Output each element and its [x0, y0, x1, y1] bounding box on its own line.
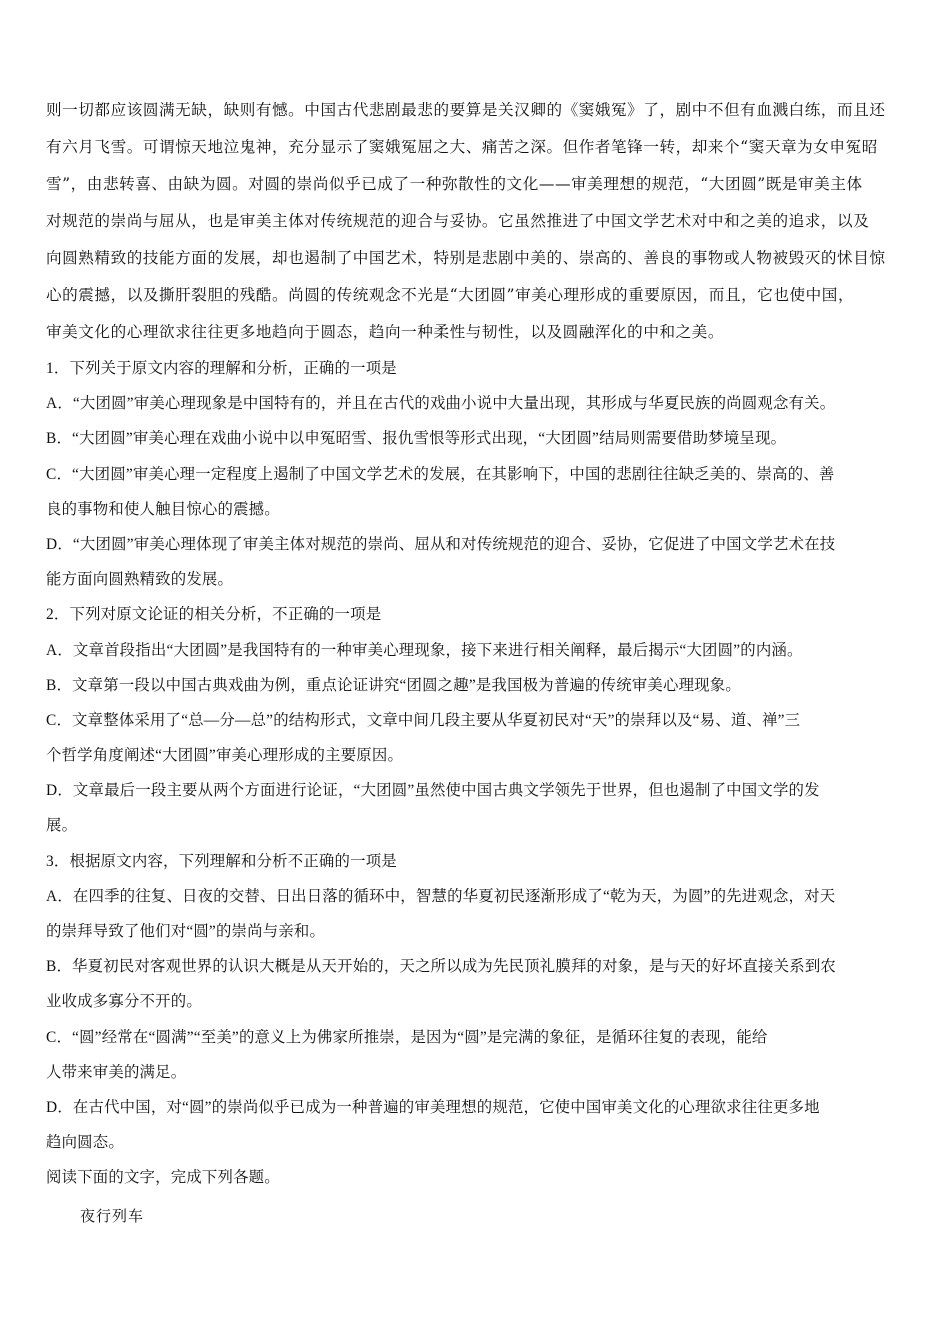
text-line: D．在古代中国，对“圆”的崇尚似乎已成为一种普遍的审美理想的规范，它使中国审美文化的心理欲求往往更多地: [46, 1098, 820, 1116]
question-2-option-b: [46, 668, 908, 703]
question-1-option-c: [46, 457, 908, 527]
text-line: B．文章第一段以中国古典戏曲为例，重点论证讲究“团圆之趣”是我国极为普遍的传统审美心理现象。: [46, 676, 741, 694]
text-line: A．在四季的往复、日夜的交替、日出日落的循环中，智慧的华夏初民逐渐形成了“乾为天，为圆”的先进观念，对天: [46, 887, 836, 905]
text-line: C．文章整体采用了“总—分—总”的结构形式，文章中间几段主要从华夏初民对“天”的崇拜以及“易、道、禅”三: [46, 711, 801, 729]
question-3-option-a: [46, 879, 908, 949]
text-line: 阅读下面的文字，完成下列各题。: [46, 1169, 280, 1187]
question-3-stem: [46, 844, 908, 879]
text-line: 能方面向圆熟精致的发展。: [46, 571, 234, 589]
text-line: 的崇拜导致了他们对“圆”的崇尚与亲和。: [46, 923, 326, 940]
text-line: C．“圆”经常在“圆满”“至美”的意义上为佛家所推崇，是因为“圆”是完满的象征，是循环往复的表现，能给: [46, 1028, 768, 1046]
questions: [46, 351, 908, 1196]
text-line: 趋向圆态。: [46, 1134, 124, 1152]
question-1-option-a: [46, 386, 908, 421]
text-line: B．“大团圆”审美心理在戏曲小说中以申冤昭雪、报仇雪恨等形式出现，“大团圆”结局则需要借助梦境呈现。: [46, 430, 787, 448]
question-3-option-c: [46, 1020, 908, 1090]
text-line: C．“大团圆”审美心理一定程度上遏制了中国文学艺术的发展，在其影响下，中国的悲剧往往缺乏美的、崇高的、善: [46, 465, 835, 483]
text-line: B．华夏初民对客观世界的认识大概是从天开始的，天之所以成为先民顶礼膜拜的对象，是与天的好坏直接关系到农: [46, 958, 836, 976]
text-line: A．“大团圆”审美心理现象是中国特有的，并且在古代的戏曲小说中大量出现，其形成与华夏民族的尚圆观念有关。: [46, 395, 836, 413]
text-line: 良的事物和使人触目惊心的震撼。: [46, 500, 280, 518]
question-3-option-d: [46, 1090, 908, 1160]
question-2-option-d: [46, 773, 908, 843]
passage-line: 有六月飞雪。可谓惊天地泣鬼神，充分显示了窦娥冤屈之大、痛苦之深。但作者笔锋一转，却来个“窦天章为女申冤昭: [46, 138, 878, 156]
text-line: A．文章首段指出“大团圆”是我国特有的一种审美心理现象，接下来进行相关阐释，最后揭示“大团圆”的内涵。: [46, 641, 803, 659]
passage-line: 心的震撼，以及撕肝裂胆的残酷。尚圆的传统观念不光是“大团圆”审美心理形成的重要原因，而且，它也使中国，: [46, 286, 855, 304]
passage: [46, 92, 908, 351]
text-line: 个哲学角度阐述“大团圆”审美心理形成的主要原因。: [46, 747, 404, 765]
question-1-option-b: [46, 421, 908, 456]
text-line: D．“大团圆”审美心理体现了审美主体对规范的崇尚、屈从和对传统规范的迎合、妥协，它促进了中国文学艺术在技: [46, 535, 836, 553]
question-1-stem: [46, 351, 908, 386]
passage-line: 向圆熟精致的技能方面的发展，却也遏制了中国艺术，特别是悲剧中美的、崇高的、善良的事物或人物被毁灭的怵目惊: [46, 249, 886, 267]
text-line: 2．下列对原文论证的相关分析，不正确的一项是: [46, 606, 382, 624]
document-page: [46, 92, 908, 1236]
passage-line: 雪”，由悲转喜、由缺为圆。对圆的崇尚似乎已成了一种弥散性的文化——审美理想的规范，“大团圆”既是审美主体: [46, 175, 863, 193]
question-2-stem: [46, 597, 908, 632]
question-1-option-d: [46, 527, 908, 597]
passage-line: 对规范的崇尚与屈从，也是审美主体对传统规范的迎合与妥协。它虽然推进了中国文学艺术对中和之美的追求，以及: [46, 212, 870, 230]
text-line: 3．根据原文内容，下列理解和分析不正确的一项是: [46, 852, 397, 870]
passage-line: 则一切都应该圆满无缺，缺则有憾。中国古代悲剧最悲的要算是关汉卿的《窦娥冤》了，剧中不但有血溅白练，而且还: [46, 101, 886, 119]
passage-line: 审美文化的心理欲求往往更多地趋向于圆态，趋向一种柔性与韧性，以及圆融浑化的中和之美。: [46, 323, 725, 341]
text-line: 业收成多寡分不开的。: [46, 993, 202, 1011]
reading-instruction: [46, 1160, 908, 1195]
text-line: D．文章最后一段主要从两个方面进行论证，“大团圆”虽然使中国古典文学领先于世界，但也遏制了中国文学的发: [46, 782, 820, 800]
question-2-option-c: [46, 703, 908, 773]
next-section-title: 夜行列车: [80, 1206, 145, 1225]
text-line: 人带来审美的满足。: [46, 1063, 187, 1081]
question-2-option-a: [46, 633, 908, 668]
question-3-option-b: [46, 949, 908, 1019]
text-line: 展。: [46, 817, 78, 835]
text-line: 1．下列关于原文内容的理解和分析，正确的一项是: [46, 360, 397, 377]
